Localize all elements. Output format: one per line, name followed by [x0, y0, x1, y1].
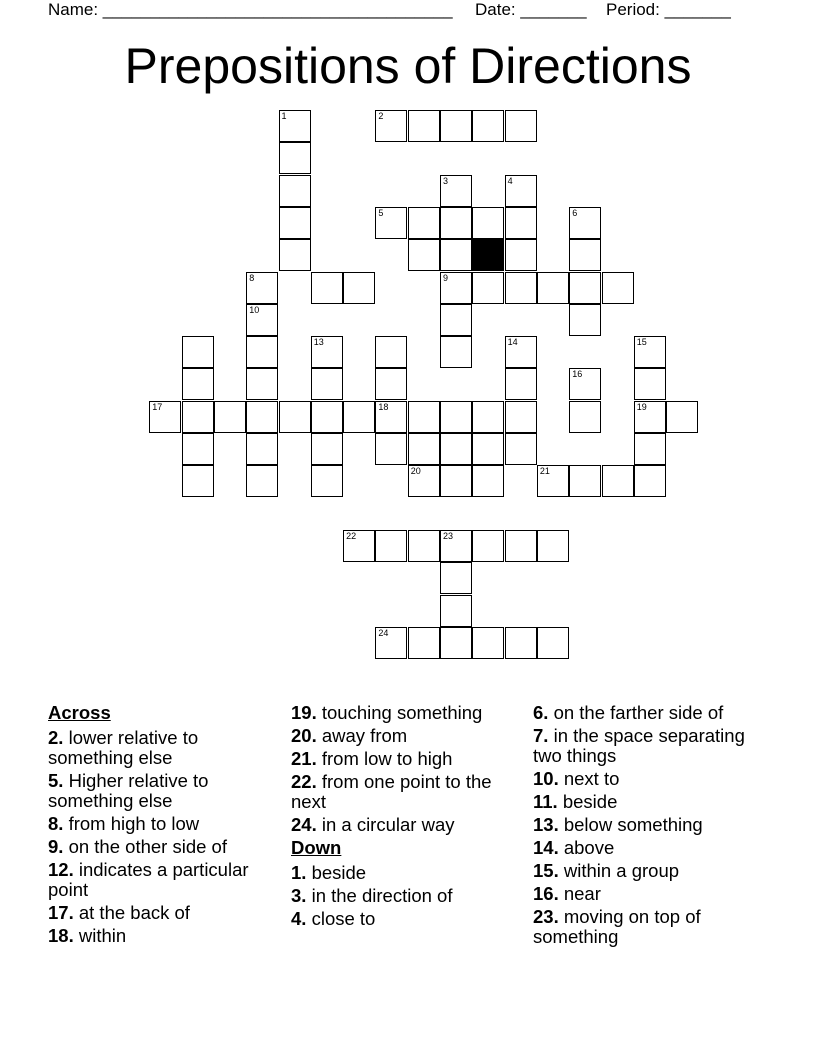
grid-cell[interactable]	[440, 465, 472, 497]
clue-text: in a circular way	[321, 814, 455, 835]
grid-cell[interactable]	[472, 401, 504, 433]
grid-cell[interactable]	[505, 110, 537, 142]
grid-cell[interactable]	[440, 530, 472, 562]
grid-cell[interactable]	[246, 272, 278, 304]
black-square	[472, 239, 504, 271]
grid-cell[interactable]	[440, 627, 472, 659]
grid-cell[interactable]	[375, 433, 407, 465]
clue-number: 9.	[48, 836, 64, 857]
clue-number-label: 9	[443, 272, 449, 283]
grid-cell[interactable]	[408, 207, 440, 239]
clue-number-label: 5	[378, 207, 384, 218]
clue-number: 12.	[48, 859, 74, 880]
grid-cell[interactable]	[472, 272, 504, 304]
clue-text: beside	[311, 862, 367, 883]
grid-cell[interactable]	[311, 401, 343, 433]
clue-text: from low to high	[321, 748, 453, 769]
clue-number: 23.	[533, 906, 559, 927]
clue-column-2	[291, 703, 526, 932]
grid-cell[interactable]	[343, 401, 375, 433]
grid-cell[interactable]	[149, 401, 181, 433]
grid-cell[interactable]	[505, 175, 537, 207]
grid-cell[interactable]	[440, 336, 472, 368]
clue-number-label: 8	[249, 272, 255, 283]
clue-text: above	[563, 837, 615, 858]
grid-cell[interactable]	[343, 272, 375, 304]
clue-text: indicates a particular point	[48, 859, 249, 900]
grid-cell[interactable]	[408, 239, 440, 271]
clue-item	[533, 838, 768, 858]
grid-cell[interactable]	[505, 207, 537, 239]
clue-number-label: 15	[636, 337, 647, 348]
clue-number-label: 22	[346, 530, 357, 541]
clue-item	[533, 792, 768, 812]
grid-cell[interactable]	[214, 401, 246, 433]
clue-text: within a group	[563, 860, 680, 881]
clue-number: 6.	[533, 702, 549, 723]
grid-cell[interactable]	[505, 433, 537, 465]
grid-cell[interactable]	[505, 239, 537, 271]
clue-text: near	[563, 883, 601, 904]
clue-item	[48, 860, 283, 900]
clue-text: on the farther side of	[553, 702, 724, 723]
grid-cell[interactable]	[246, 368, 278, 400]
grid-cell[interactable]	[279, 110, 311, 142]
clue-column-3	[533, 703, 768, 950]
clue-text: touching something	[321, 702, 483, 723]
grid-cell[interactable]	[440, 401, 472, 433]
clue-item	[533, 726, 768, 766]
grid-cell[interactable]	[505, 336, 537, 368]
clue-number: 3.	[291, 885, 307, 906]
grid-cell[interactable]	[408, 627, 440, 659]
page-title: Prepositions of Directions	[124, 38, 692, 94]
clue-item	[48, 903, 283, 923]
grid-cell[interactable]	[375, 368, 407, 400]
grid-cell[interactable]	[246, 465, 278, 497]
clue-text: close to	[311, 908, 376, 929]
clue-text: next to	[563, 768, 620, 789]
grid-cell[interactable]	[634, 401, 666, 433]
grid-cell[interactable]	[569, 207, 601, 239]
grid-cell[interactable]	[375, 401, 407, 433]
down-heading: Down	[291, 837, 342, 858]
clue-item	[291, 772, 526, 812]
clue-text: lower relative to something else	[48, 727, 199, 768]
clue-item	[48, 837, 283, 857]
grid-cell[interactable]	[408, 401, 440, 433]
clue-number-label: 14	[507, 337, 518, 348]
clue-number: 19.	[291, 702, 317, 723]
grid-cell[interactable]	[440, 239, 472, 271]
grid-cell[interactable]	[537, 465, 569, 497]
grid-cell[interactable]	[311, 368, 343, 400]
grid-cell[interactable]	[569, 401, 601, 433]
grid-cell[interactable]	[602, 272, 634, 304]
clue-item	[291, 726, 526, 746]
grid-cell[interactable]	[569, 272, 601, 304]
grid-cell[interactable]	[634, 336, 666, 368]
clue-number-label: 19	[636, 401, 647, 412]
grid-cell[interactable]	[634, 433, 666, 465]
clue-text: from one point to the next	[291, 771, 492, 812]
clue-text: below something	[563, 814, 703, 835]
grid-cell[interactable]	[472, 627, 504, 659]
name-field-label: Name: _____________________________________	[48, 0, 453, 19]
clue-number: 8.	[48, 813, 64, 834]
clue-item	[291, 886, 526, 906]
grid-cell[interactable]	[279, 401, 311, 433]
grid-cell[interactable]	[246, 336, 278, 368]
grid-cell[interactable]	[602, 465, 634, 497]
grid-cell[interactable]	[569, 304, 601, 336]
grid-cell[interactable]	[472, 465, 504, 497]
clue-number: 11.	[533, 791, 558, 812]
clue-number-label: 3	[443, 175, 449, 186]
grid-cell[interactable]	[537, 530, 569, 562]
clue-number-label: 18	[378, 401, 389, 412]
clue-number: 20.	[291, 725, 317, 746]
clue-item	[533, 815, 768, 835]
clue-number: 22.	[291, 771, 317, 792]
grid-cell[interactable]	[505, 368, 537, 400]
grid-cell[interactable]	[440, 562, 472, 594]
grid-cell[interactable]	[408, 465, 440, 497]
grid-cell[interactable]	[505, 272, 537, 304]
clue-number: 14.	[533, 837, 559, 858]
clue-number-label: 4	[507, 175, 513, 186]
grid-cell[interactable]	[375, 530, 407, 562]
clue-item	[291, 815, 526, 835]
clue-number: 13.	[533, 814, 559, 835]
grid-cell[interactable]	[182, 336, 214, 368]
grid-cell[interactable]	[537, 272, 569, 304]
clue-number-label: 24	[378, 627, 389, 638]
clue-text: at the back of	[78, 902, 190, 923]
clue-number-label: 17	[152, 401, 163, 412]
grid-cell[interactable]	[440, 595, 472, 627]
grid-cell[interactable]	[472, 530, 504, 562]
clue-text: away from	[321, 725, 408, 746]
clue-number: 5.	[48, 770, 64, 791]
clue-number: 21.	[291, 748, 317, 769]
grid-cell[interactable]	[666, 401, 698, 433]
clue-item	[48, 728, 283, 768]
grid-cell[interactable]	[440, 110, 472, 142]
grid-cell[interactable]	[408, 110, 440, 142]
clue-number: 15.	[533, 860, 559, 881]
grid-cell[interactable]	[343, 530, 375, 562]
clue-number: 24.	[291, 814, 317, 835]
clue-number: 18.	[48, 925, 74, 946]
clue-text: within	[78, 925, 127, 946]
across-heading: Across	[48, 702, 111, 723]
grid-cell[interactable]	[182, 368, 214, 400]
clue-item	[533, 861, 768, 881]
clue-column-1	[48, 703, 283, 949]
grid-cell[interactable]	[182, 401, 214, 433]
clue-number: 16.	[533, 883, 559, 904]
grid-cell[interactable]	[505, 627, 537, 659]
grid-cell[interactable]	[472, 110, 504, 142]
clue-number-label: 10	[249, 304, 260, 315]
clue-number-label: 23	[443, 530, 454, 541]
grid-cell[interactable]	[375, 627, 407, 659]
grid-cell[interactable]	[440, 272, 472, 304]
grid-cell[interactable]	[311, 336, 343, 368]
clue-item	[291, 749, 526, 769]
grid-cell[interactable]	[279, 239, 311, 271]
grid-cell[interactable]	[246, 401, 278, 433]
grid-cell[interactable]	[182, 465, 214, 497]
grid-cell[interactable]	[440, 304, 472, 336]
grid-cell[interactable]	[408, 530, 440, 562]
clue-item	[48, 814, 283, 834]
clue-text: from high to low	[68, 813, 200, 834]
clue-item	[48, 771, 283, 811]
grid-cell[interactable]	[472, 433, 504, 465]
clue-item	[291, 863, 526, 883]
grid-cell[interactable]	[246, 304, 278, 336]
grid-cell[interactable]	[182, 433, 214, 465]
grid-cell[interactable]	[279, 207, 311, 239]
clue-text: Higher relative to something else	[48, 770, 209, 811]
grid-cell[interactable]	[634, 465, 666, 497]
clue-number-label: 1	[281, 111, 287, 121]
grid-cell[interactable]	[375, 336, 407, 368]
grid-cell[interactable]	[537, 627, 569, 659]
clue-number: 2.	[48, 727, 64, 748]
clue-number-label: 20	[410, 466, 421, 477]
grid-cell[interactable]	[375, 207, 407, 239]
clue-item	[533, 884, 768, 904]
period-field-label: Period: _______	[606, 0, 731, 19]
clue-number: 17.	[48, 902, 74, 923]
clue-text: in the space separating two things	[533, 725, 745, 766]
clue-number: 1.	[291, 862, 307, 883]
clue-number-label: 16	[572, 369, 583, 380]
clue-item	[291, 909, 526, 929]
clue-text: on the other side of	[68, 836, 227, 857]
grid-cell[interactable]	[634, 368, 666, 400]
clue-text: in the direction of	[311, 885, 453, 906]
clue-number-label: 6	[572, 207, 578, 218]
clue-item	[533, 703, 768, 723]
clue-number: 10.	[533, 768, 559, 789]
grid-cell[interactable]	[408, 433, 440, 465]
grid-cell[interactable]	[440, 207, 472, 239]
clue-text: beside	[562, 791, 618, 812]
grid-cell[interactable]	[569, 368, 601, 400]
grid-cell[interactable]	[505, 401, 537, 433]
grid-cell[interactable]	[311, 433, 343, 465]
grid-cell[interactable]	[505, 530, 537, 562]
grid-cell[interactable]	[375, 110, 407, 142]
grid-cell[interactable]	[246, 433, 278, 465]
clue-number-label: 2	[378, 111, 384, 121]
clue-item	[533, 769, 768, 789]
clue-number-label: 13	[313, 337, 324, 348]
clue-number: 7.	[533, 725, 549, 746]
grid-cell[interactable]	[311, 272, 343, 304]
clue-item	[291, 703, 526, 723]
date-field-label: Date: _______	[475, 0, 587, 19]
grid-cell[interactable]	[440, 433, 472, 465]
grid-cell[interactable]	[279, 142, 311, 174]
grid-cell[interactable]	[569, 239, 601, 271]
clue-number-label: 21	[539, 466, 550, 477]
grid-cell[interactable]	[472, 207, 504, 239]
clue-item	[533, 907, 768, 947]
grid-cell[interactable]	[311, 465, 343, 497]
grid-cell[interactable]	[569, 465, 601, 497]
clue-text: moving on top of something	[533, 906, 701, 947]
clue-item	[48, 926, 283, 946]
grid-cell[interactable]	[440, 175, 472, 207]
clue-number: 4.	[291, 908, 307, 929]
grid-cell[interactable]	[279, 175, 311, 207]
